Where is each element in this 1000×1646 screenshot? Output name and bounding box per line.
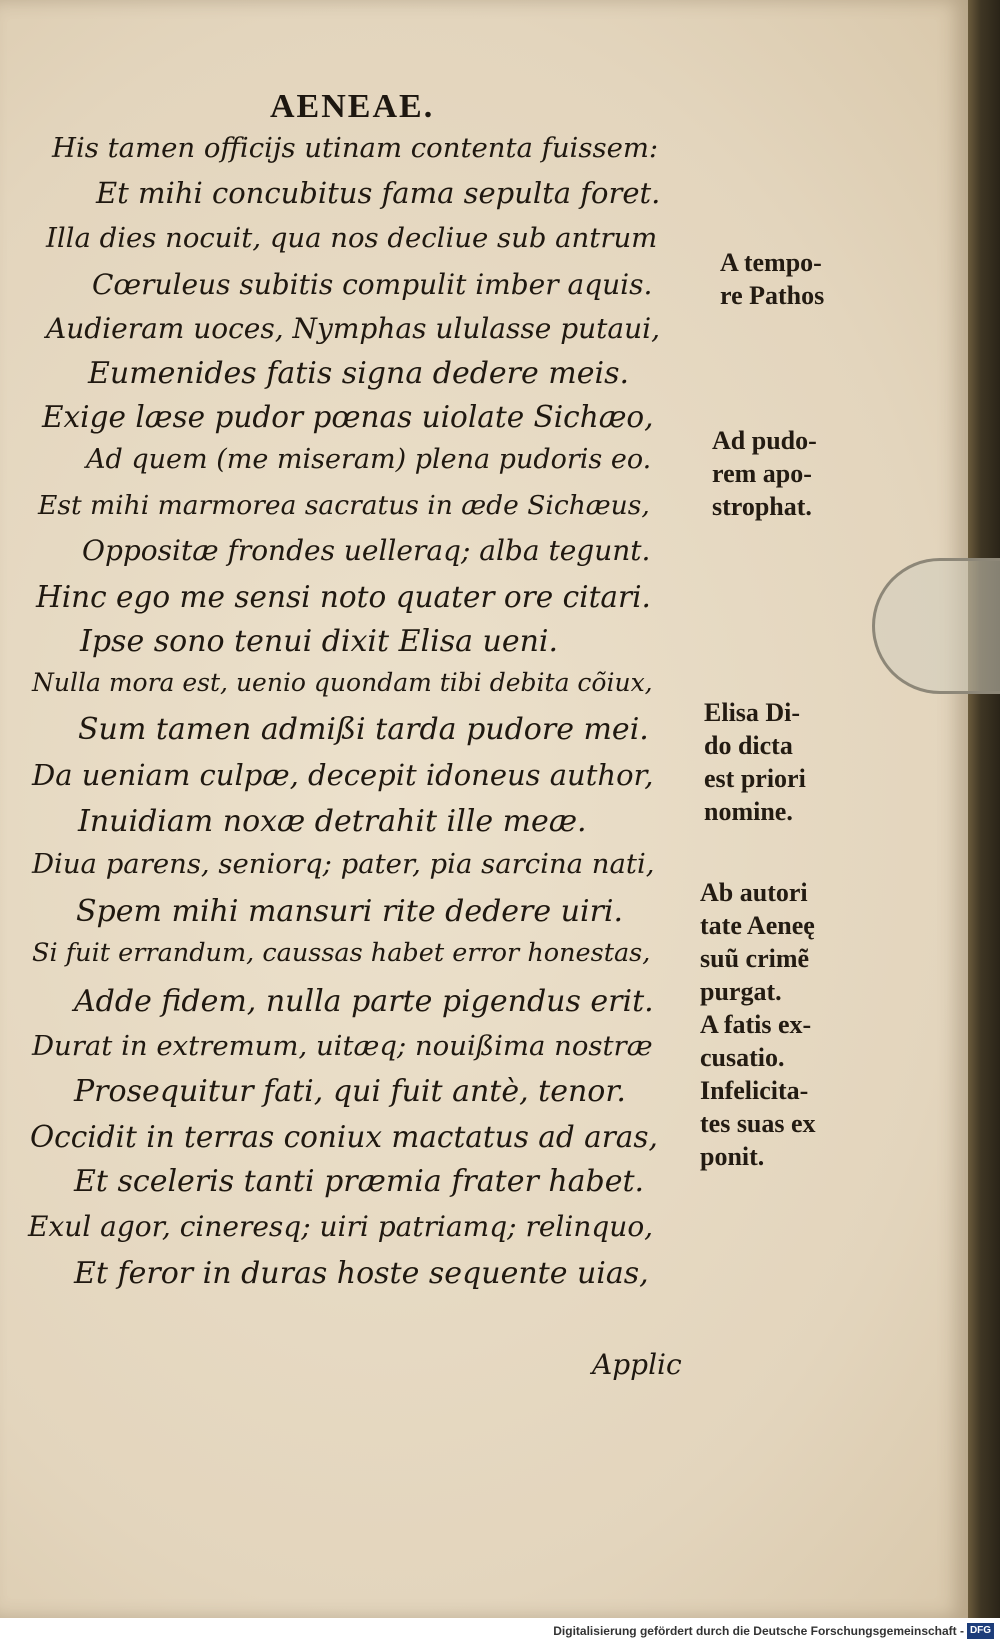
verse-line: Durat in extremum, uitæq; nouißima nostræ xyxy=(32,1030,653,1062)
catchword: Applic xyxy=(592,1348,682,1381)
verse-line: Audieram uoces, Nymphas ululasse putaui, xyxy=(46,312,661,345)
verse-line: Exige læse pudor pœnas uiolate Sichæo, xyxy=(42,400,654,434)
verse-line: Hinc ego me sensi noto quater ore citari. xyxy=(36,580,651,614)
verse-line: Et mihi concubitus fama sepulta foret. xyxy=(96,176,661,210)
verse-line: Diua parens, seniorq; pater, pia sarcina nati, xyxy=(32,848,655,880)
verse-line: Spem mihi mansuri rite dedere uiri. xyxy=(76,894,624,929)
verse-line: Sum tamen admißi tarda pudore mei. xyxy=(78,712,649,747)
verse-line: Est mihi marmorea sacratus in æde Sichæus, xyxy=(38,490,650,521)
funding-credit: Digitalisierung gefördert durch die Deutsche Forschungsgemeinschaft - xyxy=(553,1624,964,1638)
verse-line: Et sceleris tanti præmia frater habet. xyxy=(74,1164,645,1199)
verse-line: Occidit in terras coniux mactatus ad aras, xyxy=(30,1120,658,1154)
verse-line: Et feror in duras hoste sequente uias, xyxy=(74,1256,649,1291)
verse-line: His tamen officijs utinam contenta fuissem: xyxy=(52,132,659,164)
verse-line: Illa dies nocuit, qua nos decliue sub antrum xyxy=(46,222,658,254)
verse-line: Da ueniam culpæ, decepit idoneus author, xyxy=(32,758,654,792)
marginal-note: Elisa Di- do dicta est priori nomine. xyxy=(704,698,806,826)
verse-line: Oppositæ frondes uelleraq; alba tegunt. xyxy=(82,534,651,567)
marginal-note: A tempo- re Pathos xyxy=(720,248,825,310)
verse-line: Adde fidem, nulla parte pigendus erit. xyxy=(74,984,654,1019)
verse-line: Eumenides fatis signa dedere meis. xyxy=(88,356,630,391)
running-head: AENEAE. xyxy=(270,88,435,125)
verse-line: Exul agor, cineresq; uiri patriamq; relinquo, xyxy=(28,1210,654,1243)
verse-line: Prosequitur fati, qui fuit antè, tenor. xyxy=(74,1074,626,1109)
marginal-note: Ad pudo- rem apo- strophat. xyxy=(712,426,817,521)
marginal-note: Ab autori tate Aeneę suũ crimẽ purgat. A fatis ex- cusatio. Infelicita- tes suas ex ponit. xyxy=(700,878,816,1171)
verse-line: Nulla mora est, uenio quondam tibi debita cõiux, xyxy=(32,668,653,697)
verse-line: Ad quem (me miseram) plena pudoris eo. xyxy=(86,444,652,475)
book-spine-edge xyxy=(968,0,1000,1618)
footer-bar xyxy=(0,1618,1000,1646)
verse-line: Cœruleus subitis compulit imber aquis. xyxy=(92,268,653,301)
page-clip xyxy=(872,558,1000,694)
dfg-logo-icon: DFG xyxy=(967,1623,994,1639)
verse-line: Si fuit errandum, caussas habet error honestas, xyxy=(32,938,651,968)
verse-line: Ipse sono tenui dixit Elisa ueni. xyxy=(80,624,559,659)
verse-line: Inuidiam noxæ detrahit ille meæ. xyxy=(78,804,587,839)
